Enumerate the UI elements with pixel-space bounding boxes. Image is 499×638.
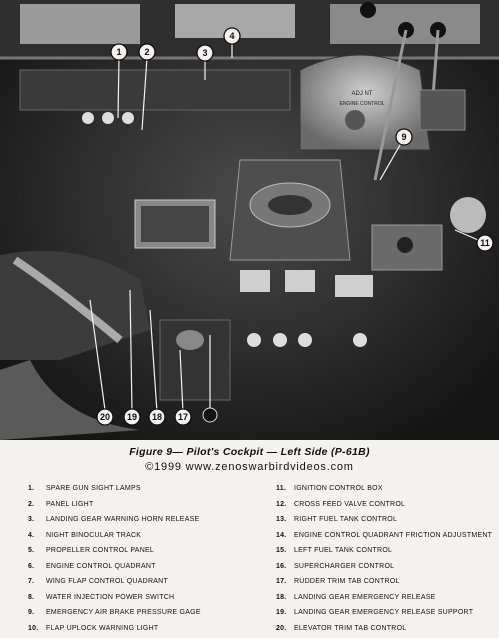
legend-item-label: EMERGENCY AIR BRAKE PRESSURE GAGE xyxy=(46,609,201,616)
legend-item-number: 14. xyxy=(276,531,287,539)
legend-item xyxy=(276,590,499,606)
callout-2 xyxy=(139,44,155,60)
legend-item-number: 20. xyxy=(276,624,287,632)
legend-item-label: LANDING GEAR WARNING HORN RELEASE xyxy=(46,516,200,523)
callout-label-1: 1 xyxy=(116,47,122,57)
legend-item-label: LANDING GEAR EMERGENCY RELEASE xyxy=(294,593,436,601)
legend-item xyxy=(28,574,258,590)
legend-item xyxy=(28,512,258,528)
legend-item-label: LANDING GEAR EMERGENCY RELEASE SUPPORT xyxy=(294,609,474,616)
legend-item xyxy=(28,497,258,513)
legend-item-number: 3. xyxy=(28,516,35,523)
legend-item-number: 6. xyxy=(28,562,35,570)
legend-item-label: PROPELLER CONTROL PANEL xyxy=(46,547,155,554)
callout-19 xyxy=(124,409,140,425)
legend-item-label: CROSS FEED VALVE CONTROL xyxy=(294,500,406,508)
callout-3 xyxy=(197,45,213,61)
callout-label-19: 19 xyxy=(126,412,138,422)
plate-text-adj: ADJ NT xyxy=(351,91,373,97)
legend-item xyxy=(28,543,258,559)
copyright-notice: ©1999 www.zenoswarbirdvideos.com xyxy=(145,461,354,473)
legend-item-label: RIGHT FUEL TANK CONTROL xyxy=(294,516,398,523)
callout-4 xyxy=(224,28,240,44)
legend-item xyxy=(276,528,499,544)
callout-label-18: 18 xyxy=(151,412,163,422)
legend-item-label: FLAP UPLOCK WARNING LIGHT xyxy=(46,624,159,632)
callout-11 xyxy=(477,235,493,251)
legend-item xyxy=(28,590,258,606)
legend-item-number: 9. xyxy=(28,609,35,616)
callout-label-17: 17 xyxy=(177,412,189,422)
callout-18 xyxy=(149,409,165,425)
unlabeled-marker xyxy=(203,408,217,422)
legend-item-number: 5. xyxy=(28,547,35,554)
legend-item xyxy=(28,559,258,575)
legend-item-label: SUPERCHARGER CONTROL xyxy=(294,562,395,570)
callout-label-3: 3 xyxy=(202,48,208,58)
legend-item-number: 17. xyxy=(276,578,287,585)
legend-item-label: PANEL LIGHT xyxy=(46,500,94,508)
legend-item xyxy=(276,543,499,559)
legend-item-label: RUDDER TRIM TAB CONTROL xyxy=(294,578,400,585)
legend-right-column xyxy=(276,481,499,636)
legend-item-label: WATER INJECTION POWER SWITCH xyxy=(46,593,175,601)
legend-item-label: NIGHT BINOCULAR TRACK xyxy=(46,531,142,539)
callout-20 xyxy=(97,409,113,425)
callout-1 xyxy=(111,44,127,60)
figure-caption: Figure 9— Pilot's Cockpit — Left Side (P-61B) xyxy=(129,446,370,458)
plate-text-engine: ENGINE CONTROL xyxy=(339,101,385,107)
legend-item-label: SPARE GUN SIGHT LAMPS xyxy=(46,485,141,492)
legend-item-label: IGNITION CONTROL BOX xyxy=(294,485,383,492)
legend-item-number: 16. xyxy=(276,562,287,570)
callout-label-9: 9 xyxy=(401,132,407,142)
legend-item-number: 2. xyxy=(28,500,35,508)
legend-item xyxy=(28,605,258,621)
legend-item xyxy=(276,497,499,513)
legend-item-number: 8. xyxy=(28,593,35,601)
callout-9 xyxy=(396,129,412,145)
legend-item-number: 13. xyxy=(276,516,287,523)
legend-item-number: 10. xyxy=(28,624,39,632)
legend-item-label: WING FLAP CONTROL QUADRANT xyxy=(46,578,169,585)
legend-item xyxy=(276,512,499,528)
legend-item xyxy=(28,528,258,544)
legend-item xyxy=(276,621,499,637)
legend-item xyxy=(276,605,499,621)
legend-item-number: 12. xyxy=(276,500,287,508)
legend-item-number: 4. xyxy=(28,531,35,539)
callout-label-11: 11 xyxy=(480,238,490,248)
legend-item xyxy=(276,559,499,575)
legend-item-label: ENGINE CONTROL QUADRANT FRICTION ADJUSTMENT xyxy=(294,531,493,539)
legend-item-label: LEFT FUEL TANK CONTROL xyxy=(294,547,393,554)
legend-item-number: 19. xyxy=(276,609,287,616)
legend-item xyxy=(276,574,499,590)
callout-label-4: 4 xyxy=(229,31,235,41)
legend-item xyxy=(28,621,258,637)
callout-label-2: 2 xyxy=(144,47,150,57)
legend-left-column xyxy=(28,481,258,636)
legend-item xyxy=(28,481,258,497)
legend-item-number: 15. xyxy=(276,547,287,554)
legend-item-number: 11. xyxy=(276,485,287,492)
legend-item-number: 7. xyxy=(28,578,35,585)
legend-item-number: 18. xyxy=(276,593,287,601)
legend-item-label: ELEVATOR TRIM TAB CONTROL xyxy=(294,624,407,632)
legend-item xyxy=(276,481,499,497)
legend-item-number: 1. xyxy=(28,485,35,492)
legend-item-label: ENGINE CONTROL QUADRANT xyxy=(46,562,156,570)
callout-17 xyxy=(175,409,191,425)
callout-label-20: 20 xyxy=(99,412,111,422)
